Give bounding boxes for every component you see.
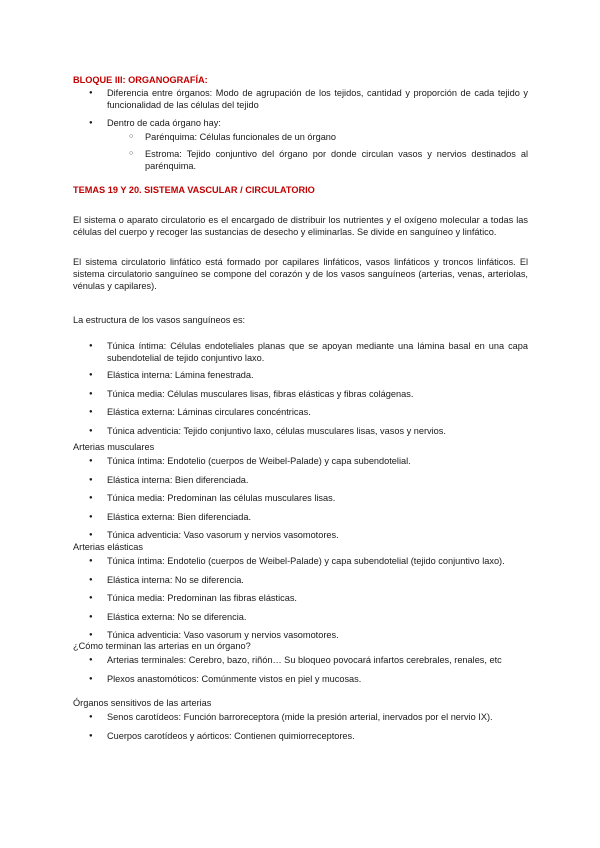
musculares-list bbox=[73, 455, 528, 548]
list-item: ● Túnica íntima: Endotelio (cuerpos de Weibel-Palade) y capa subendotelial. bbox=[73, 455, 528, 467]
musculares-heading: Arterias musculares bbox=[73, 442, 155, 452]
list-item: ● Túnica media: Predominan las fibras elásticas. bbox=[73, 592, 528, 604]
list-item: ● Elástica externa: Bien diferenciada. bbox=[73, 511, 528, 523]
terminan-list bbox=[73, 654, 528, 691]
sublist bbox=[107, 131, 528, 172]
list-item: ● Túnica adventicia: Tejido conjuntivo laxo, células musculares lisas, vasos y nervios. bbox=[73, 425, 528, 437]
elasticas-list bbox=[73, 555, 528, 648]
list-item bbox=[73, 117, 528, 172]
terminan-heading: ¿Cómo terminan las arterias en un órgano? bbox=[73, 641, 251, 651]
list-item: ● Túnica íntima: Células endoteliales planas que se apoyan mediante una lámina basal en una capa subendotelial de tejido conjuntivo laxo. bbox=[73, 340, 528, 364]
list-item: ● Elástica externa: Láminas circulares concéntricas. bbox=[73, 406, 528, 418]
sensitivos-heading: Órganos sensitivos de las arterias bbox=[73, 698, 212, 708]
list-item: ● Plexos anastomóticos: Comúnmente vistos en piel y mucosas. bbox=[73, 673, 528, 685]
bloque-heading: BLOQUE III: ORGANOGRAFÍA: bbox=[73, 75, 208, 85]
list-item: ● Túnica adventicia: Vaso vasorum y nervios vasomotores. bbox=[73, 529, 528, 541]
bloque-list bbox=[73, 87, 528, 177]
list-item: ● Cuerpos carotídeos y aórticos: Contienen quimiorreceptores. bbox=[73, 730, 528, 742]
estructura-list bbox=[73, 340, 528, 443]
elasticas-heading: Arterias elásticas bbox=[73, 542, 143, 552]
list-item: ● Elástica interna: No se diferencia. bbox=[73, 574, 528, 586]
list-item: ● Túnica adventicia: Vaso vasorum y nervios vasomotores. bbox=[73, 629, 528, 641]
list-item: ● Túnica media: Células musculares lisas, fibras elásticas y fibras colágenas. bbox=[73, 388, 528, 400]
sensitivos-list bbox=[73, 711, 528, 748]
estructura-heading: La estructura de los vasos sanguíneos es: bbox=[73, 315, 246, 325]
list-item: ● Elástica externa: No se diferencia. bbox=[73, 611, 528, 623]
list-item: ● Diferencia entre órganos: Modo de agrupación de los tejidos, cantidad y proporción de cada tejido y funcionalidad de las células del tejido bbox=[73, 87, 528, 111]
paragraph-intro: El sistema o aparato circulatorio es el encargado de distribuir los nutrientes y el oxígeno molecular a todas las células del cuerpo y recoger las sustancias de desecho y eliminarlas. Se divide en sanguíneo y linfático. bbox=[73, 215, 528, 238]
sublist-item: ○ Estroma: Tejido conjuntivo del órgano por donde circulan vasos y nervios destinados al parénquima. bbox=[121, 148, 528, 172]
list-item: ● Túnica íntima: Endotelio (cuerpos de Weibel-Palade) y capa subendotelial (tejido conjuntivo laxo). bbox=[73, 555, 528, 567]
list-item-text: Dentro de cada órgano hay: bbox=[107, 118, 221, 128]
sublist-item: ○ Parénquima: Células funcionales de un órgano bbox=[121, 131, 528, 143]
paragraph-systems: El sistema circulatorio linfático está formado por capilares linfáticos, vasos linfáticos y troncos linfáticos. El sistema circulatorio sanguíneo se compone del corazón y de los vasos sanguíneos (arterias, venas, arteriolas, vénulas y capilares). bbox=[73, 257, 528, 292]
list-item: ● Arterias terminales: Cerebro, bazo, riñón… Su bloqueo povocará infartos cerebrales, renales, etc bbox=[73, 654, 528, 666]
list-item: ● Elástica interna: Bien diferenciada. bbox=[73, 474, 528, 486]
temas-heading: TEMAS 19 Y 20. SISTEMA VASCULAR / CIRCULATORIO bbox=[73, 185, 315, 195]
list-item: ● Túnica media: Predominan las células musculares lisas. bbox=[73, 492, 528, 504]
list-item: ● Senos carotídeos: Función barroreceptora (mide la presión arterial, inervados por el nervio IX). bbox=[73, 711, 528, 723]
list-item: ● Elástica interna: Lámina fenestrada. bbox=[73, 369, 528, 381]
